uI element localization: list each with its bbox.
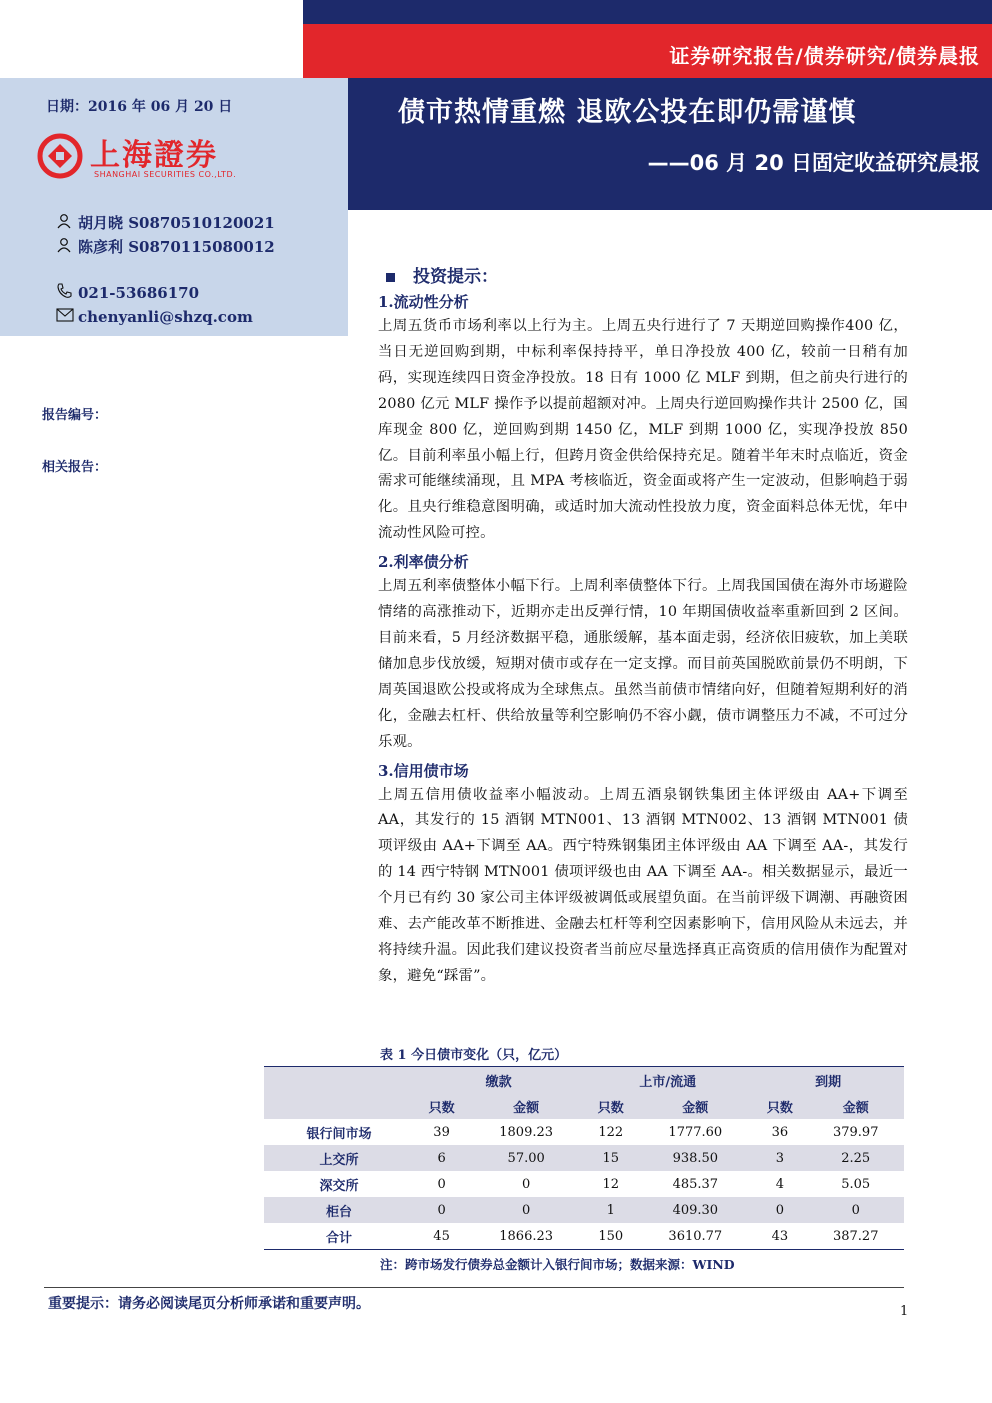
- table-cell: 6: [414, 1145, 469, 1171]
- column-header: 只数: [583, 1093, 638, 1119]
- bullet-square-icon: [386, 273, 395, 282]
- table-title: 表 1 今日债市变化（只，亿元）: [380, 1048, 568, 1063]
- page-number: 1: [900, 1304, 909, 1319]
- person-icon: [56, 237, 78, 257]
- table-cell: 122: [598, 1124, 624, 1140]
- table-cell: 1: [583, 1197, 638, 1223]
- envelope-icon: [56, 308, 78, 326]
- main-content: [378, 262, 908, 990]
- column-header: 只数: [414, 1093, 469, 1119]
- table-cell: 1809.23: [499, 1124, 554, 1140]
- report-date: 日期：2016 年 06 月 20 日: [46, 99, 233, 115]
- logo-english-text: SHANGHAI SECURITIES CO.,LTD.: [94, 170, 237, 179]
- row-label: 上交所: [264, 1145, 414, 1171]
- table-note: 注：跨市场发行债券总金额计入银行间市场；数据来源：WIND: [380, 1257, 735, 1272]
- table-group-header: [264, 1067, 904, 1094]
- section-heading: 2.利率债分析: [378, 553, 469, 572]
- row-label: 深交所: [319, 1178, 359, 1194]
- author-1: 胡月晓 S0870510120021: [56, 212, 275, 233]
- table-cell: 409.30: [638, 1197, 752, 1223]
- table-row: [264, 1197, 904, 1223]
- table-cell: 938.50: [638, 1145, 752, 1171]
- table-cell: 150: [583, 1223, 638, 1250]
- column-header: 金额: [807, 1093, 904, 1119]
- table-cell: 485.37: [672, 1176, 719, 1192]
- section-body: 上周五利率债整体小幅下行。上周利率债整体下行。上周我国国债在海外市场避险情绪的高涨推动下，近期亦走出反弹行情，10 年期国债收益率重新回到 2 区间。目前来看，5 月经济数据平稳，通胀缓解，基本面走弱，经济依旧疲软，加上美联储加息步伐放缓，短期对债市或存在一定支撑。而目前英国脱欧前景仍不明朗，下周英国退欧公投或将成为全球焦点。虽然当前债市情绪向好，但随着短期利好的消化，金融去杠杆、供给放量等利空影响仍不容小觑，债市调整压力不减，不可过分乐观。: [378, 578, 908, 750]
- related-reports-label: 相关报告：: [42, 460, 108, 475]
- table-cell: 45: [414, 1223, 469, 1250]
- contact-email: chenyanli@shzq.com: [56, 307, 253, 326]
- group-header: 到期: [752, 1067, 904, 1094]
- report-title: 债市热情重燃 退欧公投在即仍需谨慎: [398, 97, 857, 128]
- section-body: 上周五信用债收益率小幅波动。上周五酒泉钢铁集团主体评级由 AA+下调至 AA，其发行的 15 酒钢 MTN001、13 酒钢 MTN002、13 酒钢 MTN001 债项评级由 AA+下调至 AA。西宁特殊钢集团主体评级由 AA 下调至 AA-，其发行的 14 西宁特钢 MTN001 债项评级也由 AA 下调至 AA-。相关数据显示，最近一个月已有约 30 家公司主体评级被调低或展望负面。在当前评级下调潮、再融资困难、去产能改革不断推进、金融去杠杆等利空因素影响下，信用风险从未远去，并将持续升温。因此我们建议投资者当前应尽量选择真正高资质的信用债作为配置对象，避免“踩雷”。: [378, 786, 908, 984]
- row-label: 合计: [264, 1223, 414, 1250]
- table-cell: 5.05: [841, 1176, 871, 1192]
- row-label: 柜台: [264, 1197, 414, 1223]
- report-number-label: 报告编号：: [42, 408, 108, 423]
- bond-market-table: [264, 1066, 904, 1250]
- table-cell: 36: [771, 1124, 789, 1140]
- table-cell: 0: [437, 1176, 446, 1192]
- table-cell: 3: [752, 1145, 807, 1171]
- header-top-band: [303, 0, 992, 24]
- section-body: 上周五货币市场利率以上行为主。上周五央行进行了 7 天期逆回购操作400 亿，当日无逆回购到期，中标利率保持持平，单日净投放 400 亿，较前一日稍有加码，实现连续四日资金净投放。18 日有 1000 亿 MLF 到期，但之前央行进行的 2080 亿元 MLF 操作予以提前超额对冲。上周央行逆回购操作共计 2500 亿，国库现金 800 亿，逆回购到期 1450 亿，MLF 到期 1000 亿，实现净投放 850 亿。目前利率虽小幅上行，但跨月资金供给保持充足。随着半年末时点临近，资金需求可能继续涌现，且 MPA 考核临近，资金面或将产生一定波动，但影响趋于弱化。且央行维稳意图明确，或适时加大流动性投放力度，资金面料总体无忧，年中流动性风险可控。: [378, 318, 908, 542]
- table-cell: 0: [522, 1176, 531, 1192]
- column-header: 只数: [752, 1093, 807, 1119]
- phone-icon: [56, 283, 78, 303]
- report-subtitle: ——06 月 20 日固定收益研究晨报: [647, 151, 980, 175]
- footer-notice: 重要提示：请务必阅读尾页分析师承诺和重要声明。: [48, 1296, 370, 1312]
- report-category: 证券研究报告/债券研究/债券晨报: [669, 44, 980, 68]
- table-cell: 387.27: [807, 1223, 904, 1250]
- table-row: [264, 1145, 904, 1171]
- table-cell: 379.97: [832, 1124, 879, 1140]
- table-cell: 1866.23: [469, 1223, 583, 1250]
- group-header: 上市/流通: [583, 1067, 752, 1094]
- section-heading: 1.流动性分析: [378, 293, 469, 311]
- table-cell: 0: [752, 1197, 807, 1223]
- table-row: [264, 1119, 904, 1145]
- section-heading: 3.信用债市场: [378, 761, 469, 780]
- table-cell: 3610.77: [638, 1223, 752, 1250]
- table-cell: 4: [775, 1176, 785, 1192]
- table-sub-header: [264, 1093, 904, 1119]
- table-cell: 12: [602, 1176, 619, 1192]
- group-header: 缴款: [414, 1067, 583, 1094]
- person-icon: [56, 213, 78, 233]
- table-cell: 0: [469, 1197, 583, 1223]
- table-row: [264, 1171, 904, 1197]
- table-cell: 0: [807, 1197, 904, 1223]
- table-cell: 0: [414, 1197, 469, 1223]
- author-2: 陈彦利 S0870115080012: [56, 236, 275, 257]
- footer-divider: [44, 1287, 904, 1288]
- row-label: 银行间市场: [306, 1126, 372, 1142]
- table-cell: 57.00: [469, 1145, 583, 1171]
- company-logo: [34, 132, 274, 188]
- table-cell: 43: [752, 1223, 807, 1250]
- logo-text: 上海證券: [90, 138, 218, 173]
- contact-phone: 021-53686170: [56, 283, 199, 303]
- table-cell: 1777.60: [668, 1124, 723, 1140]
- table-row-total: [264, 1223, 904, 1250]
- column-header: 金额: [469, 1093, 583, 1119]
- tips-heading: 投资提示：: [386, 262, 908, 287]
- column-header: 金额: [638, 1093, 752, 1119]
- table-cell: 39: [433, 1124, 450, 1140]
- table-cell: 2.25: [807, 1145, 904, 1171]
- table-cell: 15: [583, 1145, 638, 1171]
